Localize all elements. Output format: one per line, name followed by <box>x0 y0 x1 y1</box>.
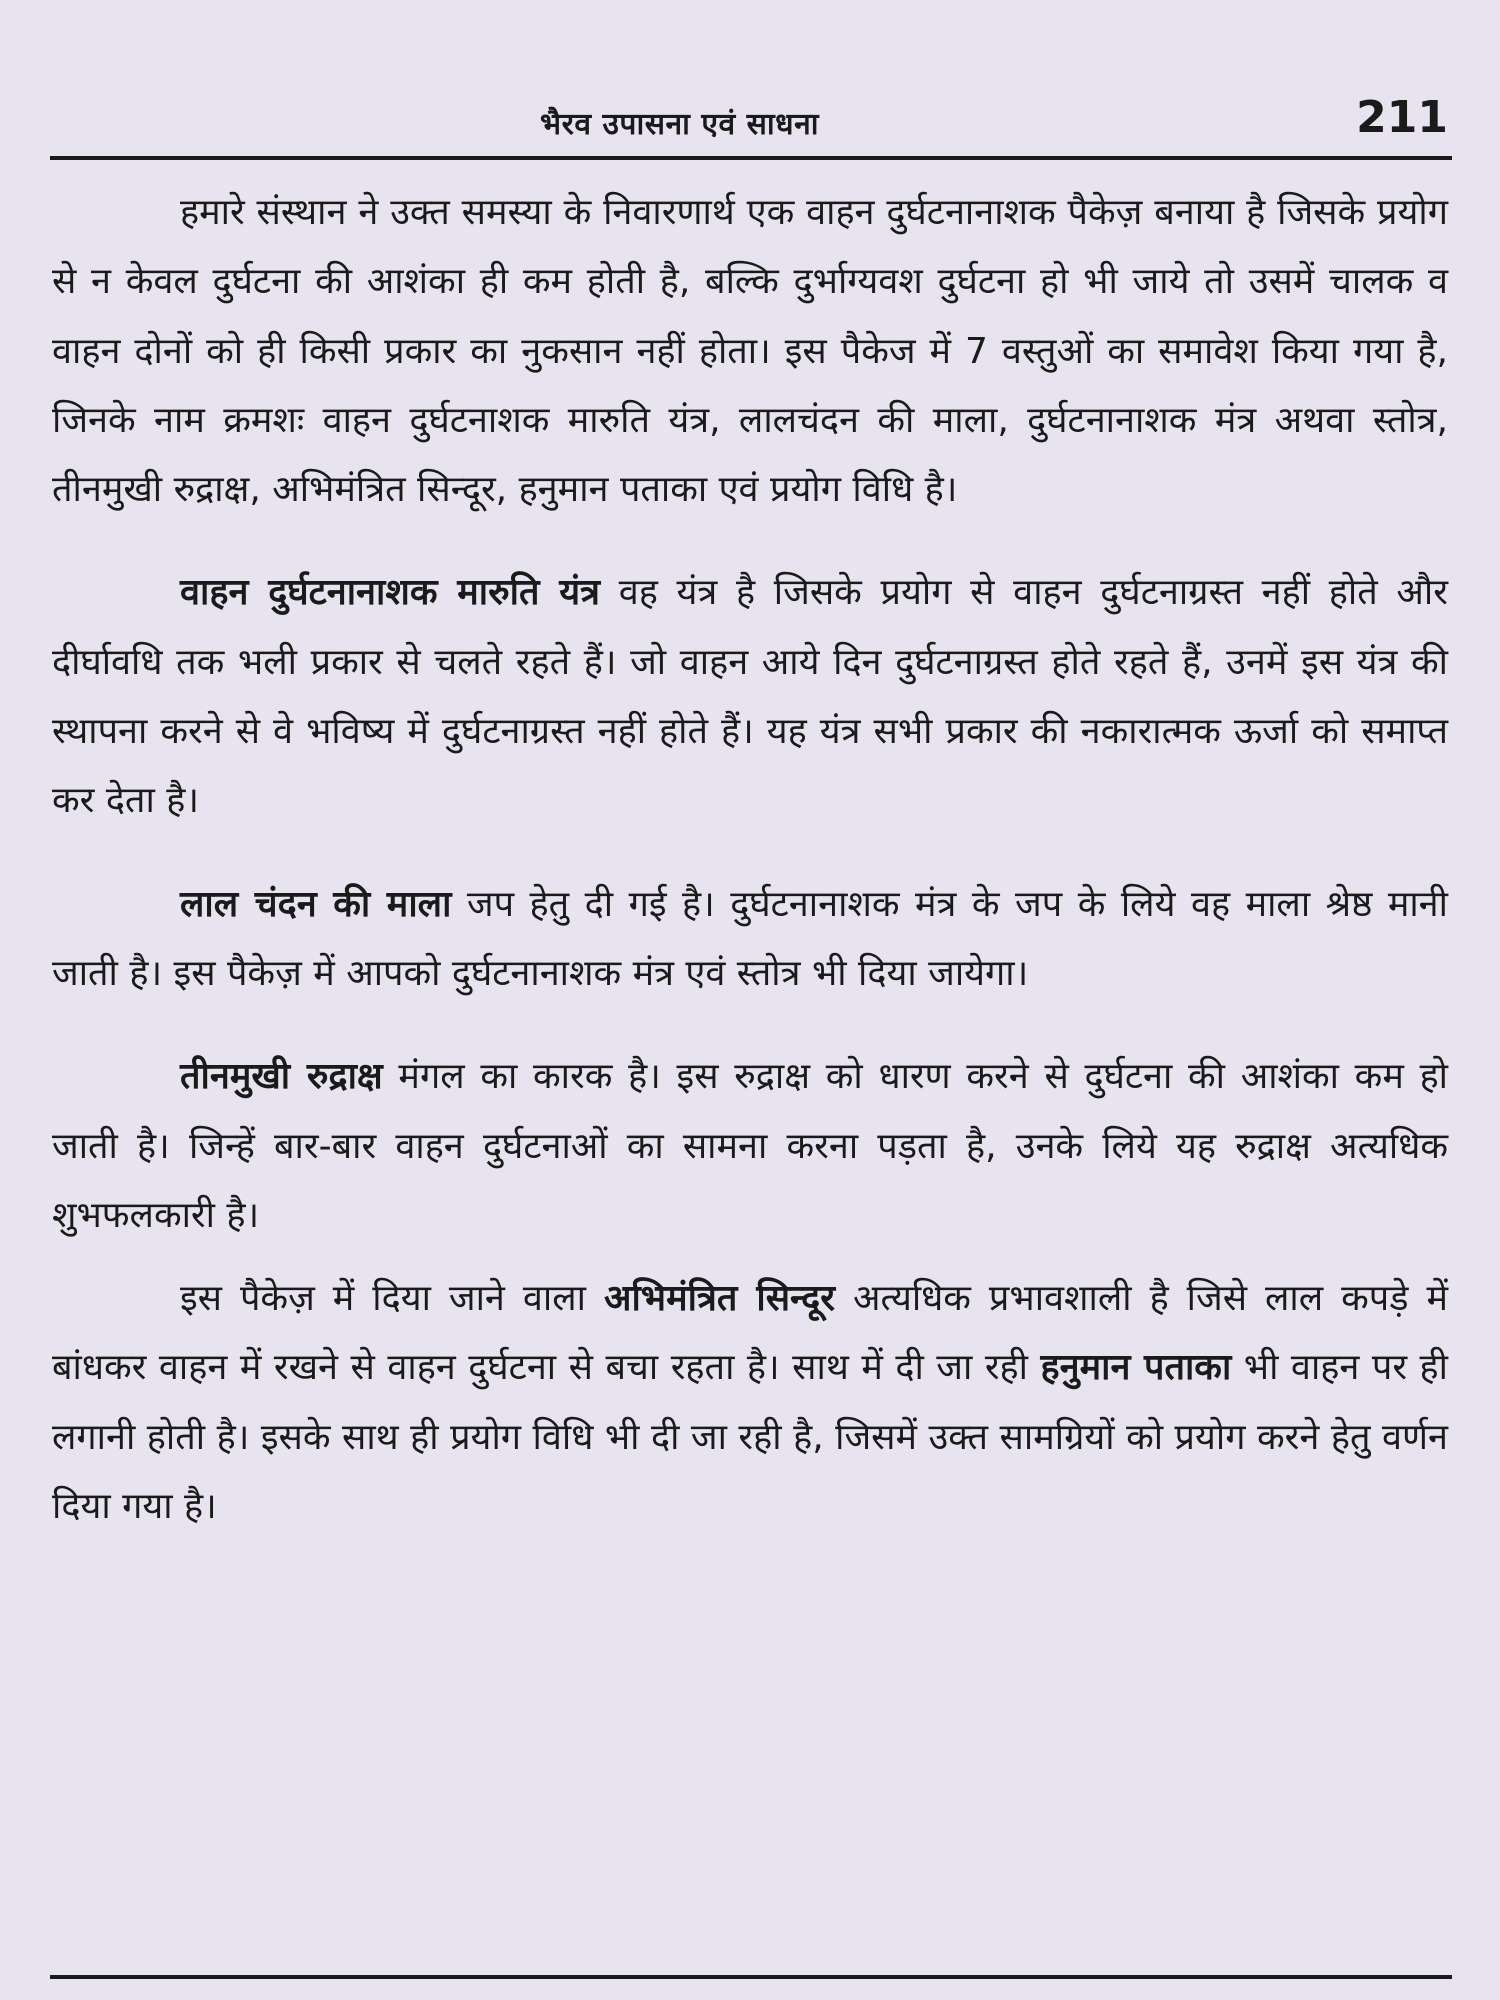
term-maruti-yantra: वाहन दुर्घटनानाशक मारुति यंत्र <box>180 572 601 614</box>
paragraph-lead: इस पैकेज़ में दिया जाने वाला <box>180 1278 604 1320</box>
page-number: 211 <box>1356 92 1448 143</box>
paragraph-sindoor-pataka <box>52 1264 1448 1541</box>
paragraph-text: हमारे संस्थान ने उक्त समस्या के निवारणार्थ एक वाहन दुर्घटनानाशक पैकेज़ बनाया है जिसके प्रयोग से न केवल दुर्घटना की आशंका ही कम होती है, बल्कि दुर्भाग्यवश दुर्घटना हो भी जाये तो उसमें चालक व वाहन दोनों को ही किसी प्रकार का नुकसान नहीं होता। इस पैकेज में 7 वस्तुओं का समावेश किया गया है, जिनके नाम क्रमशः वाहन दुर्घटनाशक मारुति यंत्र, लालचंदन की माला, दुर्घटनानाशक मंत्र अथवा स्तोत्र, तीनमुखी रुद्राक्ष, अभिमंत्रित सिन्दूर, हनुमान पताका एवं प्रयोग विधि है। <box>52 192 1448 511</box>
paragraph-chandan-mala <box>52 870 1448 1009</box>
paragraph-intro <box>52 178 1448 524</box>
paragraph-text: वह यंत्र है जिसके प्रयोग से वाहन दुर्घटनाग्रस्त नहीं होते और दीर्घावधि तक भली प्रकार से चलते रहते हैं। जो वाहन आये दिन दुर्घटनाग्रस्त होते रहते हैं, उनमें इस यंत्र की स्थापना करने से वे भविष्य में दुर्घटनाग्रस्त नहीं होते हैं। यह यंत्र सभी प्रकार की नकारात्मक ऊर्जा को समाप्त कर देता है। <box>52 572 1448 822</box>
paragraph-text: मंगल का कारक है। इस रुद्राक्ष को धारण करने से दुर्घटना की आशंका कम हो जाती है। जिन्हें बार-बार वाहन दुर्घटनाओं का सामना करना पड़ता है, उनके लिये यह रुद्राक्ष अत्यधिक शुभफलकारी है। <box>52 1056 1449 1236</box>
running-header <box>50 92 1452 160</box>
body-text <box>52 178 1448 1541</box>
term-rudraksha: तीनमुखी रुद्राक्ष <box>180 1056 383 1098</box>
running-title: भैरव उपासना एवं साधना <box>540 107 820 142</box>
paragraph-maruti-yantra <box>52 558 1448 835</box>
paragraph-rudraksha <box>52 1042 1448 1250</box>
paragraph-mid: अत्यधिक प्रभावशाली है जिसे लाल कपड़े में बांधकर वाहन में रखने से वाहन दुर्घटना से बचा रहता है। साथ में दी जा रही <box>52 1278 1448 1389</box>
paragraph-text: जप हेतु दी गई है। दुर्घटनानाशक मंत्र के जप के लिये वह माला श्रेष्ठ मानी जाती है। इस पैकेज़ में आपको दुर्घटनानाशक मंत्र एवं स्तोत्र भी दिया जायेगा। <box>52 883 1448 994</box>
term-chandan-mala: लाल चंदन की माला <box>180 883 452 925</box>
term-hanuman-pataka: हनुमान पताका <box>1040 1347 1232 1389</box>
term-sindoor: अभिमंत्रित सिन्दूर <box>603 1278 836 1320</box>
bottom-rule <box>50 1975 1452 1979</box>
paragraph-text: भी वाहन पर ही लगानी होती है। इसके साथ ही प्रयोग विधि भी दी जा रही है, जिसमें उक्त सामग्रियों को प्रयोग करने हेतु वर्णन दिया गया है। <box>52 1347 1448 1528</box>
